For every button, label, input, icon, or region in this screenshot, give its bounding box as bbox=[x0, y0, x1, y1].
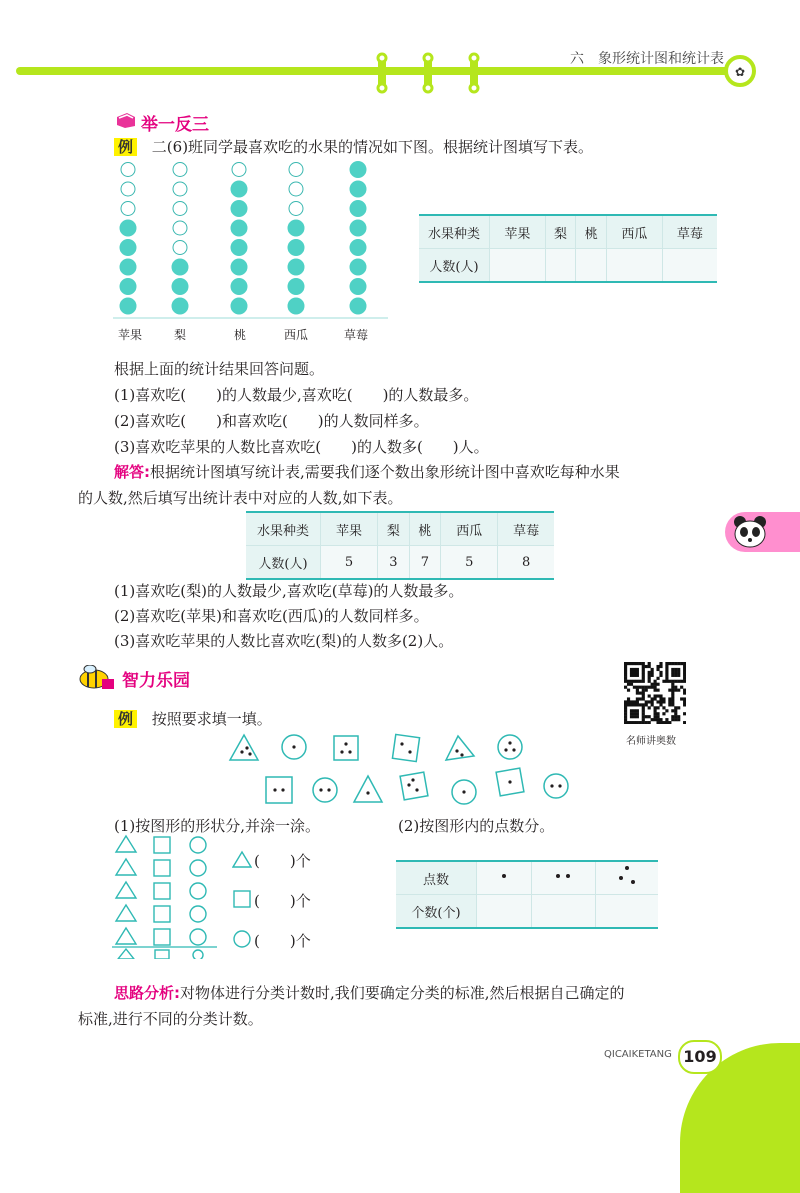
blank-cell[interactable] bbox=[607, 249, 663, 282]
blank-cell[interactable] bbox=[477, 895, 532, 928]
square-shape bbox=[266, 777, 292, 803]
filled-person-mark bbox=[120, 220, 136, 236]
triangle-icon bbox=[232, 850, 252, 868]
empty-person-mark bbox=[289, 163, 303, 177]
row-label-people: 人数(人) bbox=[246, 546, 321, 579]
square-shape bbox=[392, 734, 419, 761]
blank-cell[interactable] bbox=[531, 895, 595, 928]
answer-line-1: 根据统计图填写统计表,需要我们逐个数出象形统计图中喜欢吃每种水果 bbox=[150, 463, 620, 481]
blank-cell[interactable] bbox=[662, 249, 717, 282]
answer-2: (2)喜欢吃(苹果)和喜欢吃(西瓜)的人数同样多。 bbox=[114, 607, 429, 625]
filled-person-mark bbox=[120, 240, 136, 256]
th-strawberry: 草莓 bbox=[662, 216, 717, 249]
intro-text: 根据上面的统计结果回答问题。 bbox=[114, 360, 325, 378]
label-pear: 梨 bbox=[174, 328, 187, 342]
th-pear: 梨 bbox=[378, 513, 410, 546]
filled-person-mark bbox=[172, 298, 188, 314]
label-peach: 桃 bbox=[234, 328, 247, 342]
empty-person-mark bbox=[121, 163, 135, 177]
value-watermelon: 5 bbox=[441, 546, 498, 579]
filled-person-mark bbox=[288, 220, 304, 236]
answer-fruit-table bbox=[246, 511, 554, 580]
question-3: (3)喜欢吃苹果的人数比喜欢吃( )的人数多( )人。 bbox=[114, 438, 489, 456]
question-1: (1)喜欢吃( )的人数最少,喜欢吃( )的人数最多。 bbox=[114, 386, 479, 404]
th-peach: 桃 bbox=[576, 216, 607, 249]
row-label-dots: 点数 bbox=[396, 862, 477, 895]
unit-circle: 个 bbox=[295, 932, 311, 950]
filled-person-mark bbox=[288, 259, 304, 275]
label-strawberry: 草莓 bbox=[344, 328, 369, 342]
th-apple: 苹果 bbox=[321, 513, 378, 546]
chapter-title: 六 象形统计图和统计表 bbox=[570, 51, 724, 67]
example-badge: 例 bbox=[114, 138, 137, 156]
example-text: 二(6)班同学最喜欢吃的水果的情况如下图。根据统计图填写下表。 bbox=[151, 138, 594, 156]
footer-brand: QICAIKETANG bbox=[604, 1049, 672, 1060]
circle-shape bbox=[544, 774, 568, 798]
qr-caption: 名师讲奥数 bbox=[626, 736, 676, 747]
filled-person-mark bbox=[231, 181, 247, 197]
square-shape bbox=[334, 736, 358, 760]
th-watermelon: 西瓜 bbox=[607, 216, 663, 249]
analysis-label: 思路分析: bbox=[114, 984, 180, 1002]
value-strawberry: 8 bbox=[498, 546, 554, 579]
circle-shape bbox=[498, 735, 522, 759]
empty-person-mark bbox=[121, 202, 135, 216]
example-text: 按照要求填一填。 bbox=[151, 710, 272, 728]
fruit-pictograph bbox=[108, 158, 393, 348]
filled-person-mark bbox=[288, 298, 304, 314]
label-apple: 苹果 bbox=[118, 328, 143, 342]
circle-icon bbox=[232, 930, 252, 948]
empty-person-mark bbox=[173, 182, 187, 196]
blank-cell[interactable] bbox=[490, 249, 546, 282]
dot-count-table bbox=[396, 860, 658, 929]
dot-header-3 bbox=[595, 862, 658, 895]
task-2: (2)按图形内的点数分。 bbox=[398, 817, 555, 835]
filled-person-mark bbox=[231, 259, 247, 275]
filled-person-mark bbox=[350, 162, 366, 178]
blank-cell[interactable] bbox=[595, 895, 658, 928]
empty-person-mark bbox=[173, 221, 187, 235]
svg-text:✿: ✿ bbox=[734, 65, 746, 79]
empty-person-mark bbox=[121, 182, 135, 196]
filled-person-mark bbox=[231, 240, 247, 256]
analysis-line-1: 对物体进行分类计数时,我们要确定分类的标准,然后根据自己确定的 bbox=[180, 984, 625, 1002]
th-fruit-type: 水果种类 bbox=[419, 216, 490, 249]
filled-person-mark bbox=[231, 279, 247, 295]
section-title-zlly: 智力乐园 bbox=[122, 671, 190, 691]
th-apple: 苹果 bbox=[490, 216, 546, 249]
empty-person-mark bbox=[173, 202, 187, 216]
value-peach: 7 bbox=[409, 546, 441, 579]
filled-person-mark bbox=[350, 201, 366, 217]
analysis-line-2: 标准,进行不同的分类计数。 bbox=[78, 1010, 263, 1028]
th-peach: 桃 bbox=[409, 513, 441, 546]
empty-person-mark bbox=[173, 163, 187, 177]
question-2: (2)喜欢吃( )和喜欢吃( )的人数同样多。 bbox=[114, 412, 429, 430]
answer-1: (1)喜欢吃(梨)的人数最少,喜欢吃(草莓)的人数最多。 bbox=[114, 582, 464, 600]
blank-cell[interactable] bbox=[576, 249, 607, 282]
unit-triangle: 个 bbox=[295, 852, 311, 870]
filled-person-mark bbox=[231, 220, 247, 236]
panda-icon bbox=[730, 514, 770, 550]
book-icon bbox=[115, 111, 137, 129]
filled-person-mark bbox=[350, 181, 366, 197]
empty-person-mark bbox=[232, 163, 246, 177]
filled-person-mark bbox=[350, 298, 366, 314]
answer-line-2: 的人数,然后填写出统计表中对应的人数,如下表。 bbox=[78, 489, 403, 507]
header-decoration bbox=[0, 50, 800, 100]
value-pear: 3 bbox=[378, 546, 410, 579]
filled-person-mark bbox=[350, 279, 366, 295]
empty-person-mark bbox=[289, 182, 303, 196]
row-label-people: 人数(人) bbox=[419, 249, 490, 282]
triangle-shape bbox=[446, 736, 474, 760]
th-watermelon: 西瓜 bbox=[441, 513, 498, 546]
filled-person-mark bbox=[350, 259, 366, 275]
th-pear: 梨 bbox=[545, 216, 576, 249]
blank-fruit-table bbox=[419, 214, 717, 283]
filled-person-mark bbox=[120, 259, 136, 275]
example-badge: 例 bbox=[114, 710, 137, 728]
value-apple: 5 bbox=[321, 546, 378, 579]
qr-code[interactable] bbox=[624, 662, 686, 724]
square-shape bbox=[400, 772, 428, 800]
filled-person-mark bbox=[172, 259, 188, 275]
circle-shape bbox=[313, 778, 337, 802]
filled-person-mark bbox=[350, 240, 366, 256]
section-title-jyfs: 举一反三 bbox=[141, 115, 209, 135]
dotted-shapes bbox=[228, 730, 578, 810]
th-fruit-type: 水果种类 bbox=[246, 513, 321, 546]
answer-label: 解答: bbox=[114, 463, 150, 481]
blank-cell[interactable] bbox=[545, 249, 576, 282]
bee-icon bbox=[74, 665, 116, 691]
page-number: 109 bbox=[678, 1040, 722, 1074]
filled-person-mark bbox=[350, 220, 366, 236]
triangle-shape bbox=[354, 776, 382, 802]
filled-person-mark bbox=[231, 201, 247, 217]
filled-person-mark bbox=[120, 298, 136, 314]
coloring-columns[interactable] bbox=[112, 834, 222, 959]
unit-square: 个 bbox=[295, 892, 311, 910]
dot-header-2 bbox=[531, 862, 595, 895]
row-label-count: 个数(个) bbox=[396, 895, 477, 928]
triangle-shape bbox=[230, 735, 258, 760]
empty-person-mark bbox=[289, 202, 303, 216]
count-rows: ( )个 ( )个 ( )个 bbox=[232, 850, 342, 950]
filled-person-mark bbox=[288, 279, 304, 295]
filled-person-mark bbox=[172, 279, 188, 295]
answer-3: (3)喜欢吃苹果的人数比喜欢吃(梨)的人数多(2)人。 bbox=[114, 632, 454, 650]
empty-person-mark bbox=[173, 241, 187, 255]
th-strawberry: 草莓 bbox=[498, 513, 554, 546]
task-1: (1)按图形的形状分,并涂一涂。 bbox=[114, 817, 321, 835]
square-icon bbox=[232, 890, 252, 908]
pictograph-labels bbox=[108, 326, 393, 346]
filled-person-mark bbox=[288, 240, 304, 256]
label-watermelon: 西瓜 bbox=[284, 328, 309, 342]
dot-header-1 bbox=[477, 862, 532, 895]
filled-person-mark bbox=[231, 298, 247, 314]
filled-person-mark bbox=[120, 279, 136, 295]
